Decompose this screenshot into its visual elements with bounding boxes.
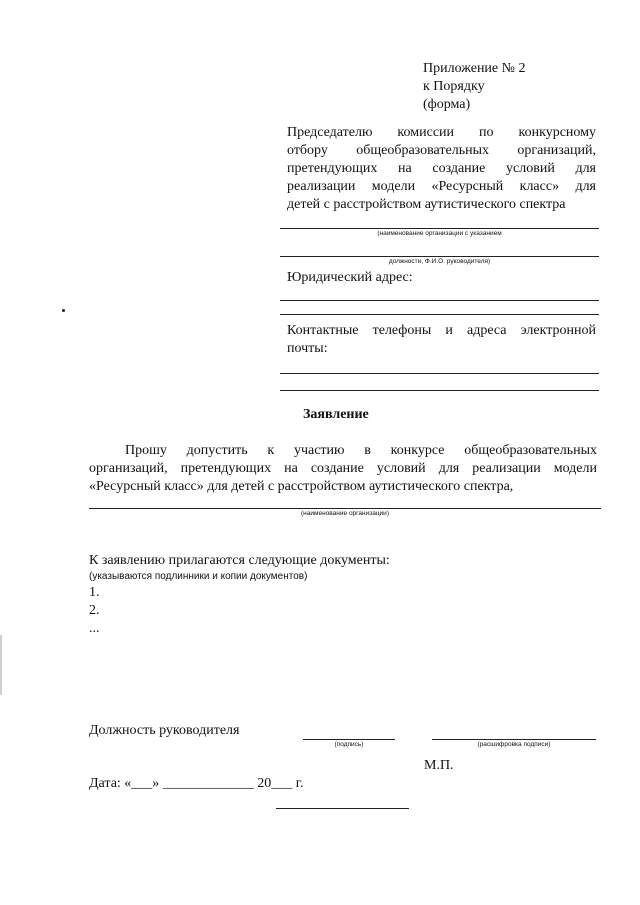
contacts-line-2: почты: xyxy=(287,341,328,356)
statement-line-1: Прошу допустить к участию в конкурсе общеобразовательных xyxy=(125,443,597,458)
signature-decode-hint: (расшифровка подписи) xyxy=(477,741,551,748)
addressee-line-5: детей с расстройством аутистического спектра xyxy=(287,197,566,212)
bottom-line xyxy=(276,808,409,809)
addressee-line-1: Председателю комиссии по конкурсному xyxy=(287,125,596,140)
document-item-2: 2. xyxy=(89,603,100,618)
contacts-line-b xyxy=(280,390,599,391)
document-item-more: ... xyxy=(89,621,100,636)
date-line: Дата: «___» _____________ 20___ г. xyxy=(89,776,304,791)
position-label: Должность руководителя xyxy=(89,723,240,738)
legal-address-label: Юридический адрес: xyxy=(287,270,413,285)
position-fio-line xyxy=(280,256,599,257)
document-item-1: 1. xyxy=(89,585,100,600)
position-fio-hint: должности, Ф.И.О. руководителя) xyxy=(388,258,491,265)
org-name-underline-hint: (наименование организации) xyxy=(301,510,389,517)
signature-decode-line xyxy=(432,739,596,740)
addressee-line-3: претендующих на создание условий для xyxy=(287,161,596,176)
org-name-line xyxy=(280,228,599,229)
org-name-underline xyxy=(89,508,601,509)
addressee-line-4: реализации модели «Ресурсный класс» для xyxy=(287,179,596,194)
signature-hint: (подпись) xyxy=(334,741,364,748)
appendix-label: Приложение № 2 xyxy=(423,61,526,76)
legal-address-line-2 xyxy=(280,314,599,315)
documents-heading: К заявлению прилагаются следующие документы: xyxy=(89,553,390,568)
stamp-label: М.П. xyxy=(424,758,454,773)
documents-note: (указываются подлинники и копии документов) xyxy=(89,571,308,582)
scan-edge-artifact xyxy=(0,635,2,695)
contacts-line-a xyxy=(280,373,599,374)
legal-address-line-1 xyxy=(280,300,599,301)
statement-title: Заявление xyxy=(303,407,369,422)
contacts-line-1: Контактные телефоны и адреса электронной xyxy=(287,323,596,338)
form-label: (форма) xyxy=(423,97,471,112)
to-order-label: к Порядку xyxy=(423,79,485,94)
signature-line xyxy=(303,739,395,740)
addressee-line-2: отбору общеобразовательных организаций, xyxy=(287,143,596,158)
org-name-hint: (наименование организации с указанием xyxy=(377,230,502,237)
statement-line-2: организаций, претендующих на создание условий для реализации модели xyxy=(89,461,597,476)
statement-line-3: «Ресурсный класс» для детей с расстройством аутистического спектра, xyxy=(89,479,514,494)
scan-dot xyxy=(62,309,65,312)
